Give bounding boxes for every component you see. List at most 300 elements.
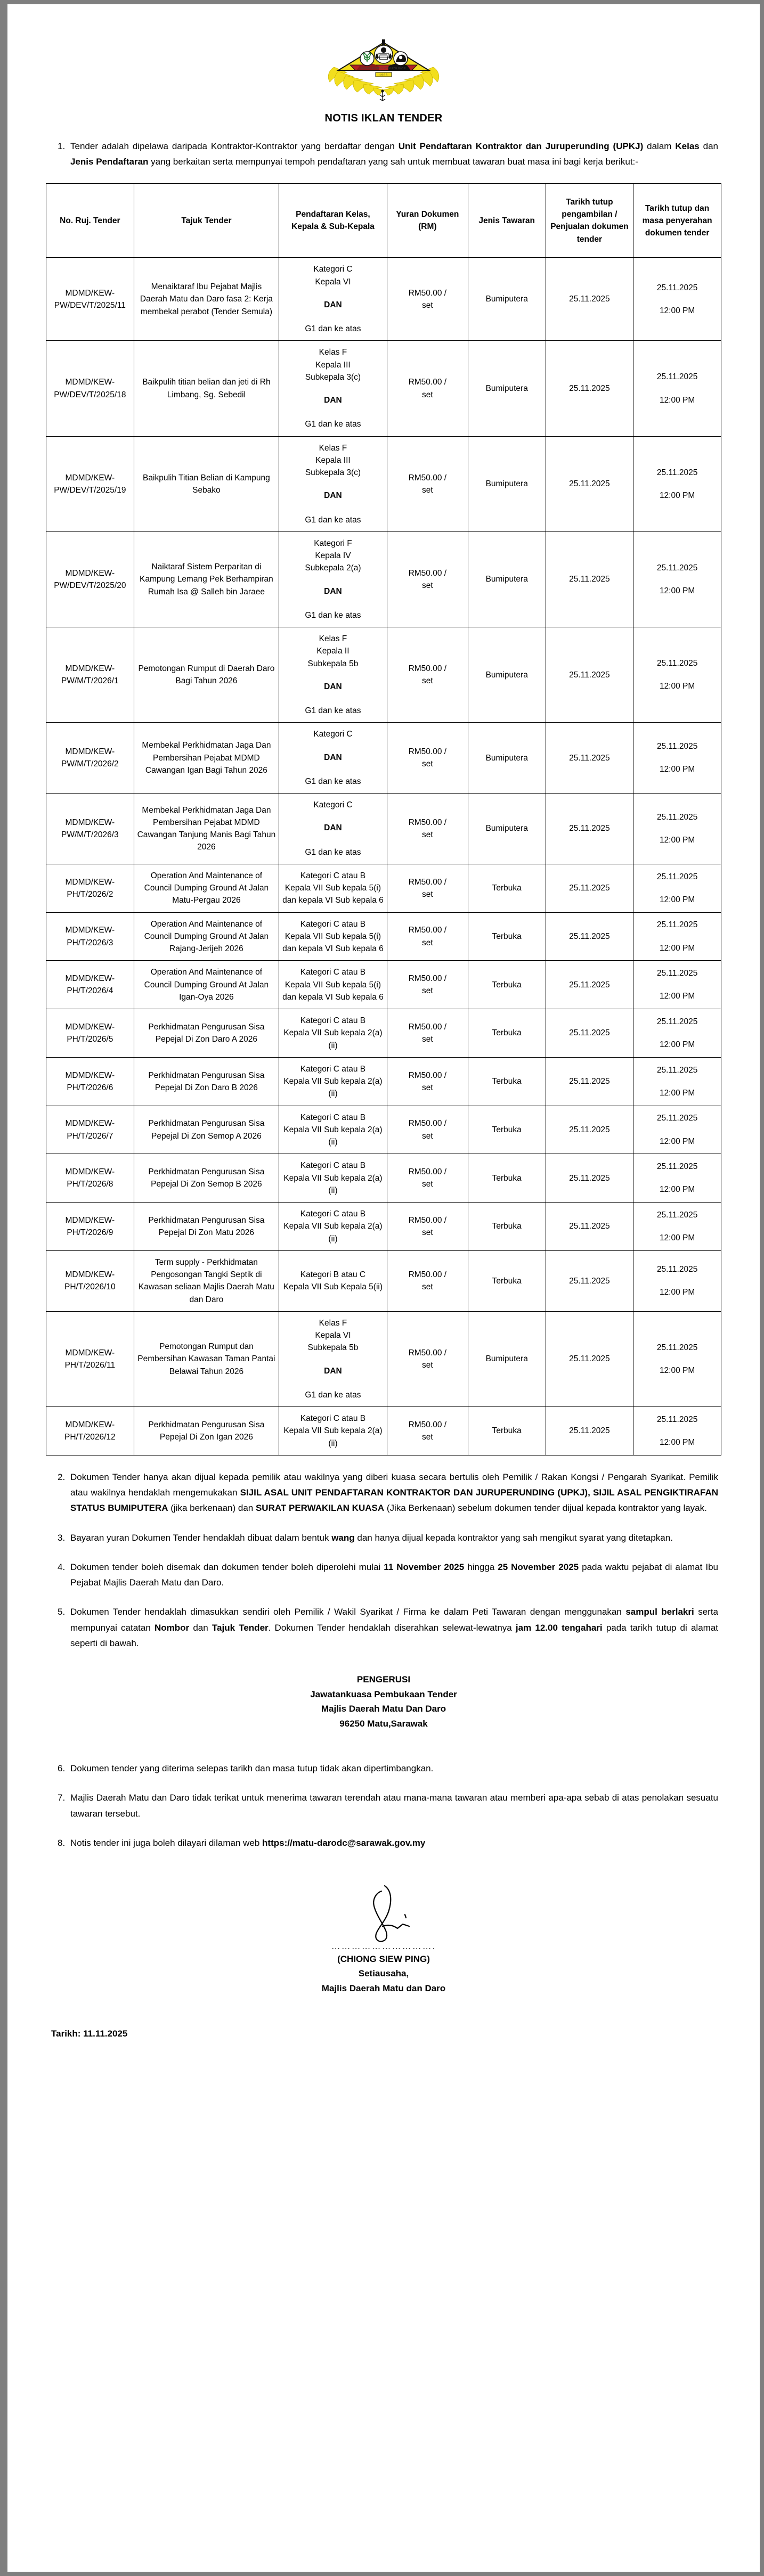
cell-no-ruj-tender: MDMD/KEW-PH/T/2026/4 — [46, 961, 134, 1009]
cell-tarikh-tutup-penyerahan — [633, 1057, 721, 1106]
penyerahan-line: 25.11.2025 — [656, 1343, 698, 1352]
yuran-line: RM50.00 / — [408, 568, 447, 578]
table-row — [46, 341, 721, 436]
yuran-line: RM50.00 / — [408, 747, 447, 757]
clause-6 — [46, 1761, 721, 1776]
yuran-line: set — [421, 1035, 433, 1044]
yuran-line: RM50.00 / — [408, 1215, 447, 1225]
pendaftaran-line: Kelas F — [319, 1318, 347, 1328]
cell-jenis-tawaran: Bumiputera — [468, 794, 546, 864]
clause-5 — [46, 1604, 721, 1651]
yuran-line: set — [421, 986, 433, 996]
cell-tajuk-tender: Term supply - Perkhidmatan Pengosongan Tangki Septik di Kawasan seliaan Majlis Daerah Matu dan Daro — [134, 1250, 279, 1311]
address-line-jawatankuasa: Jawatankuasa Pembukaan Tender — [310, 1689, 457, 1699]
cell-tarikh-tutup-pengambilan: 25.11.2025 — [546, 1154, 633, 1203]
header-tarikh-tutup-pengambilan: Tarikh tutup pengambilan / Penjualan dokumen tender — [546, 184, 633, 258]
cell-tajuk-tender: Membekal Perkhidmatan Jaga Dan Pembersihan Pejabat MDMD Cawangan Igan Bagi Tahun 2026 — [134, 723, 279, 794]
cell-tarikh-tutup-penyerahan — [633, 258, 721, 341]
pendaftaran-line: Kepala VII Sub kepala 5(i) dan kepala VI Sub kepala 6 — [282, 931, 384, 954]
pendaftaran-line: Kategori C atau B — [300, 1113, 366, 1122]
pendaftaran-line: G1 dan ke atas — [305, 515, 361, 525]
pendaftaran-line: DAN — [324, 1366, 342, 1376]
cell-tajuk-tender: Perkhidmatan Pengurusan Sisa Pepejal Di Zon Daro A 2026 — [134, 1009, 279, 1058]
yuran-line: set — [421, 485, 433, 495]
cell-tarikh-tutup-penyerahan — [633, 1407, 721, 1455]
penyerahan-line: 25.11.2025 — [656, 372, 698, 382]
cell-no-ruj-tender: MDMD/KEW-PW/M/T/2026/3 — [46, 794, 134, 864]
pendaftaran-line: Kategori C atau B — [300, 968, 366, 977]
cell-yuran-dokumen — [387, 1311, 468, 1406]
yuran-line: RM50.00 / — [408, 1348, 447, 1357]
pendaftaran-line: Kategori C atau B — [300, 1016, 366, 1026]
cell-jenis-tawaran: Bumiputera — [468, 258, 546, 341]
clause-4-b1: 11 November 2025 — [384, 1561, 465, 1572]
clause-4-b2: 25 November 2025 — [498, 1561, 579, 1572]
cell-pendaftaran — [279, 1106, 387, 1154]
pendaftaran-line: Kelas F — [319, 443, 347, 453]
pendaftaran-line: DAN — [324, 682, 342, 691]
pendaftaran-line: Subkepala 5b — [307, 1343, 359, 1353]
table-row — [46, 1311, 721, 1406]
table-row — [46, 912, 721, 961]
signature-mark — [46, 1882, 721, 1944]
cell-yuran-dokumen — [387, 627, 468, 723]
address-block — [46, 1672, 721, 1731]
cell-no-ruj-tender: MDMD/KEW-PW/M/T/2026/1 — [46, 627, 134, 723]
penyerahan-line: 12:00 PM — [659, 586, 695, 596]
cell-jenis-tawaran: Bumiputera — [468, 436, 546, 531]
yuran-line: RM50.00 / — [408, 1270, 447, 1280]
yuran-line: set — [421, 830, 433, 840]
penyerahan-line: 25.11.2025 — [656, 1114, 698, 1123]
clause-5-number: 5. — [58, 1607, 66, 1617]
svg-text:1963: 1963 — [379, 73, 388, 77]
penyerahan-line: 25.11.2025 — [656, 872, 698, 881]
cell-tajuk-tender: Menaiktaraf Ibu Pejabat Majlis Daerah Matu dan Daro fasa 2: Kerja membekal perabot (Tender Semula) — [134, 258, 279, 341]
clause-6-number: 6. — [58, 1763, 66, 1774]
yuran-line: set — [421, 1180, 433, 1189]
table-row — [46, 1057, 721, 1106]
cell-tajuk-tender: Naiktaraf Sistem Perparitan di Kampung Lemang Pek Berhampiran Rumah Isa @ Salleh bin Jaraee — [134, 531, 279, 627]
clause-5-b2: Nombor — [155, 1622, 190, 1633]
cell-pendaftaran — [279, 1154, 387, 1203]
cell-pendaftaran — [279, 1311, 387, 1406]
clause-8-t1: Notis tender ini juga boleh dilayari dilaman web — [70, 1837, 263, 1848]
yuran-line: RM50.00 / — [408, 1022, 447, 1032]
yuran-line: set — [421, 1228, 433, 1238]
penyerahan-line: 25.11.2025 — [656, 468, 698, 477]
penyerahan-line: 25.11.2025 — [656, 1210, 698, 1220]
table-body — [46, 258, 721, 1455]
cell-tarikh-tutup-penyerahan — [633, 1311, 721, 1406]
pendaftaran-line: Kelas F — [319, 348, 347, 357]
cell-yuran-dokumen — [387, 912, 468, 961]
clause-6-text: Dokumen tender yang diterima selepas tarikh dan masa tutup tidak akan dipertimbangkan. — [70, 1763, 434, 1774]
pendaftaran-line: G1 dan ke atas — [305, 610, 361, 620]
yuran-line: set — [421, 300, 433, 310]
cell-tarikh-tutup-pengambilan: 25.11.2025 — [546, 258, 633, 341]
cell-tajuk-tender: Perkhidmatan Pengurusan Sisa Pepejal Di Zon Semop A 2026 — [134, 1106, 279, 1154]
table-row — [46, 531, 721, 627]
cell-no-ruj-tender: MDMD/KEW-PH/T/2026/2 — [46, 864, 134, 912]
table-row — [46, 258, 721, 341]
cell-tajuk-tender: Operation And Maintenance of Council Dumping Ground At Jalan Matu-Pergau 2026 — [134, 864, 279, 912]
cell-pendaftaran — [279, 961, 387, 1009]
clause-1 — [46, 138, 721, 169]
pendaftaran-line: Kepala VII Sub kepala 2(a)(ii) — [283, 1125, 383, 1147]
cell-tarikh-tutup-penyerahan — [633, 723, 721, 794]
cell-tarikh-tutup-penyerahan — [633, 627, 721, 723]
cell-pendaftaran — [279, 1203, 387, 1251]
clause-4-t3: pada waktu pejabat di alamat Ibu Pejabat Majlis Daerah Matu dan Daro. — [70, 1561, 718, 1588]
yuran-line: set — [421, 1433, 433, 1442]
cell-tarikh-tutup-penyerahan — [633, 1009, 721, 1058]
yuran-line: RM50.00 / — [408, 664, 447, 674]
cell-tarikh-tutup-penyerahan — [633, 1106, 721, 1154]
cell-tarikh-tutup-pengambilan: 25.11.2025 — [546, 1250, 633, 1311]
cell-tarikh-tutup-penyerahan — [633, 794, 721, 864]
pendaftaran-line: Kategori C atau B — [300, 1209, 366, 1219]
penyerahan-line: 25.11.2025 — [656, 812, 698, 822]
clause-5-t3: dan — [189, 1622, 212, 1633]
clause-5-t2: serta mempunyai catatan — [70, 1607, 718, 1633]
cell-jenis-tawaran: Bumiputera — [468, 723, 546, 794]
cell-no-ruj-tender: MDMD/KEW-PW/M/T/2026/2 — [46, 723, 134, 794]
cell-tarikh-tutup-pengambilan: 25.11.2025 — [546, 436, 633, 531]
table-row — [46, 1250, 721, 1311]
pendaftaran-line: Kepala III — [315, 455, 351, 465]
cell-tarikh-tutup-pengambilan: 25.11.2025 — [546, 794, 633, 864]
penyerahan-line: 12:00 PM — [659, 1233, 695, 1243]
yuran-line: set — [421, 1361, 433, 1370]
pendaftaran-line: Kategori C — [313, 730, 353, 739]
clause-4-number: 4. — [58, 1561, 66, 1572]
pendaftaran-line: Kategori C atau B — [300, 1161, 366, 1171]
pendaftaran-line: Kepala VII Sub kepala 5(i) dan kepala VI Sub kepala 6 — [282, 980, 384, 1002]
pendaftaran-line: DAN — [324, 823, 342, 833]
majlis-daerah-crest-icon — [322, 37, 445, 102]
cell-yuran-dokumen — [387, 1407, 468, 1455]
cell-tajuk-tender: Baikpulih Titian Belian di Kampung Sebako — [134, 436, 279, 531]
cell-tajuk-tender: Operation And Maintenance of Council Dumping Ground At Jalan Igan-Oya 2026 — [134, 961, 279, 1009]
cell-pendaftaran — [279, 794, 387, 864]
cell-jenis-tawaran: Bumiputera — [468, 1311, 546, 1406]
cell-pendaftaran — [279, 912, 387, 961]
penyerahan-line: 12:00 PM — [659, 682, 695, 691]
clause-1-text — [70, 138, 721, 169]
table-row — [46, 961, 721, 1009]
cell-yuran-dokumen — [387, 531, 468, 627]
cell-tajuk-tender: Operation And Maintenance of Council Dumping Ground At Jalan Rajang-Jerijeh 2026 — [134, 912, 279, 961]
yuran-line: RM50.00 / — [408, 378, 447, 387]
pendaftaran-line: DAN — [324, 396, 342, 405]
table-row — [46, 723, 721, 794]
penyerahan-line: 12:00 PM — [659, 836, 695, 845]
penyerahan-line: 12:00 PM — [659, 395, 695, 405]
pendaftaran-line: Kategori B atau C — [300, 1270, 366, 1280]
clause-2-t1: Dokumen Tender hanya akan dijual kepada pemilik atau wakilnya yang diberi kuasa secara bertulis oleh Pemilik / Rakan Kongsi / Pengarah Syarikat. Pemilik atau wakilnya hendaklah mengemukakan — [70, 1471, 718, 1498]
header-no-ruj-tender: No. Ruj. Tender — [46, 184, 134, 258]
penyerahan-line: 12:00 PM — [659, 490, 695, 500]
cell-yuran-dokumen — [387, 1106, 468, 1154]
cell-tarikh-tutup-penyerahan — [633, 864, 721, 912]
cell-tarikh-tutup-penyerahan — [633, 341, 721, 436]
yuran-line: RM50.00 / — [408, 817, 447, 827]
pendaftaran-line: Kepala VII Sub kepala 2(a)(ii) — [283, 1028, 383, 1050]
clause-8-text — [70, 1835, 721, 1851]
cell-no-ruj-tender: MDMD/KEW-PH/T/2026/8 — [46, 1154, 134, 1203]
clause-5-b4: jam 12.00 tengahari — [515, 1622, 603, 1633]
cell-jenis-tawaran: Terbuka — [468, 1250, 546, 1311]
penyerahan-line: 12:00 PM — [659, 306, 695, 315]
cell-tajuk-tender: Baikpulih titian belian dan jeti di Rh Limbang, Sg. Sebedil — [134, 341, 279, 436]
header-pendaftaran: Pendaftaran Kelas, Kepala & Sub-Kepala — [279, 184, 387, 258]
cell-tarikh-tutup-pengambilan: 25.11.2025 — [546, 1057, 633, 1106]
clause-7-text: Majlis Daerah Matu dan Daro tidak terikat untuk menerima tawaran terendah atau mana-mana tawaran atau memberi apa-apa sebab di atas penolakan sesuatu tawaran tersebut. — [70, 1793, 718, 1819]
cell-no-ruj-tender: MDMD/KEW-PW/DEV/T/2025/11 — [46, 258, 134, 341]
penyerahan-line: 12:00 PM — [659, 1288, 695, 1297]
cell-tarikh-tutup-penyerahan — [633, 1203, 721, 1251]
table-row — [46, 1009, 721, 1058]
header-tarikh-tutup-penyerahan: Tarikh tutup dan masa penyerahan dokumen tender — [633, 184, 721, 258]
cell-pendaftaran — [279, 1407, 387, 1455]
yuran-line: RM50.00 / — [408, 473, 447, 483]
table-row — [46, 794, 721, 864]
yuran-line: RM50.00 / — [408, 288, 447, 298]
clause-1-t2: dalam — [643, 141, 676, 151]
yuran-line: RM50.00 / — [408, 926, 447, 935]
pendaftaran-line: Kategori C — [313, 265, 353, 274]
cell-yuran-dokumen — [387, 864, 468, 912]
pendaftaran-line: G1 dan ke atas — [305, 324, 361, 334]
cell-tarikh-tutup-pengambilan: 25.11.2025 — [546, 341, 633, 436]
address-line-pengerusi: PENGERUSI — [356, 1674, 411, 1685]
cell-no-ruj-tender: MDMD/KEW-PH/T/2026/11 — [46, 1311, 134, 1406]
penyerahan-line: 25.11.2025 — [656, 563, 698, 573]
cell-tarikh-tutup-pengambilan: 25.11.2025 — [546, 627, 633, 723]
yuran-line: set — [421, 759, 433, 769]
yuran-line: RM50.00 / — [408, 974, 447, 984]
cell-jenis-tawaran: Terbuka — [468, 1154, 546, 1203]
pendaftaran-line: Kepala II — [316, 647, 350, 656]
cell-no-ruj-tender: MDMD/KEW-PH/T/2026/5 — [46, 1009, 134, 1058]
cell-yuran-dokumen — [387, 1203, 468, 1251]
penyerahan-line: 12:00 PM — [659, 1185, 695, 1195]
clause-8-number: 8. — [58, 1837, 66, 1848]
yuran-line: set — [421, 938, 433, 947]
table-row — [46, 864, 721, 912]
cell-tajuk-tender: Perkhidmatan Pengurusan Sisa Pepejal Di Zon Igan 2026 — [134, 1407, 279, 1455]
clause-1-t1: Tender adalah dipelawa daripada Kontraktor-Kontraktor yang berdaftar dengan — [70, 141, 399, 151]
header-yuran-dokumen: Yuran Dokumen (RM) — [387, 184, 468, 258]
cell-no-ruj-tender: MDMD/KEW-PH/T/2026/10 — [46, 1250, 134, 1311]
pendaftaran-line: DAN — [324, 300, 342, 309]
yuran-line: set — [421, 676, 433, 686]
cell-tarikh-tutup-penyerahan — [633, 1154, 721, 1203]
cell-no-ruj-tender: MDMD/KEW-PH/T/2026/7 — [46, 1106, 134, 1154]
cell-yuran-dokumen — [387, 794, 468, 864]
pendaftaran-line: Kategori C atau B — [300, 1414, 366, 1424]
clause-3-t2: dan hanya dijual kepada kontraktor yang sah mengikut syarat yang ditetapkan. — [354, 1532, 673, 1543]
clause-3 — [46, 1530, 721, 1545]
clause-7-number: 7. — [58, 1793, 66, 1803]
signature-block — [46, 1882, 721, 1996]
cell-pendaftaran — [279, 258, 387, 341]
pendaftaran-line: Kepala VII Sub kepala 5(i) dan kepala VI Sub kepala 6 — [282, 884, 384, 905]
penyerahan-line: 12:00 PM — [659, 765, 695, 774]
yuran-line: RM50.00 / — [408, 1420, 447, 1429]
yuran-line: RM50.00 / — [408, 1070, 447, 1080]
clause-1-b1: Unit Pendaftaran Kontraktor dan Juruperunding (UPKJ) — [398, 141, 644, 151]
clause-2-text — [70, 1469, 721, 1516]
cell-jenis-tawaran: Terbuka — [468, 1057, 546, 1106]
pendaftaran-line: Subkepala 3(c) — [305, 468, 361, 478]
table-header-row — [46, 184, 721, 258]
cell-yuran-dokumen — [387, 1009, 468, 1058]
clause-5-t1b: dengan menggunakan — [530, 1607, 626, 1617]
pendaftaran-line: Kelas F — [319, 634, 347, 644]
penyerahan-line: 25.11.2025 — [656, 1065, 698, 1075]
clause-7 — [46, 1790, 721, 1821]
cell-tarikh-tutup-pengambilan: 25.11.2025 — [546, 1407, 633, 1455]
clause-2-t3: (Jika Berkenaan) sebelum dokumen tender dijual kepada kontraktor yang layak. — [384, 1503, 707, 1514]
clause-2-number: 2. — [58, 1471, 66, 1482]
cell-tarikh-tutup-pengambilan: 25.11.2025 — [546, 1311, 633, 1406]
yuran-line: RM50.00 / — [408, 877, 447, 887]
pendaftaran-line: Kepala III — [315, 360, 351, 370]
pendaftaran-line: Kepala VII Sub kepala 2(a)(ii) — [283, 1222, 383, 1244]
tender-website-link[interactable]: https://matu-darodc@sarawak.gov.my — [262, 1837, 426, 1848]
cell-pendaftaran — [279, 341, 387, 436]
pendaftaran-line: DAN — [324, 491, 342, 501]
cell-pendaftaran — [279, 436, 387, 531]
pendaftaran-line: Kategori C atau B — [300, 919, 366, 929]
penyerahan-line: 25.11.2025 — [656, 659, 698, 668]
cell-jenis-tawaran: Bumiputera — [468, 531, 546, 627]
cell-pendaftaran — [279, 627, 387, 723]
penyerahan-line: 12:00 PM — [659, 1366, 695, 1376]
signature-date: Tarikh: 11.11.2025 — [51, 2028, 128, 2039]
penyerahan-line: 25.11.2025 — [656, 1017, 698, 1026]
cell-no-ruj-tender: MDMD/KEW-PH/T/2026/3 — [46, 912, 134, 961]
table-row — [46, 1407, 721, 1455]
cell-tarikh-tutup-penyerahan — [633, 961, 721, 1009]
address-line-poskod: 96250 Matu,Sarawak — [339, 1718, 428, 1729]
cell-yuran-dokumen — [387, 961, 468, 1009]
clause-3-number: 3. — [58, 1532, 66, 1543]
cell-tarikh-tutup-pengambilan: 25.11.2025 — [546, 1009, 633, 1058]
penyerahan-line: 25.11.2025 — [656, 969, 698, 978]
clause-2-b1: SIJIL ASAL UNIT PENDAFTARAN KONTRAKTOR DAN JURUPERUNDING (UPKJ), SIJIL ASAL PENGIKTIRAFAN STATUS BUMIPUTERA — [70, 1487, 718, 1514]
cell-jenis-tawaran: Bumiputera — [468, 627, 546, 723]
cell-tajuk-tender: Pemotongan Rumput di Daerah Daro Bagi Tahun 2026 — [134, 627, 279, 723]
cell-jenis-tawaran: Terbuka — [468, 864, 546, 912]
cell-tajuk-tender: Perkhidmatan Pengurusan Sisa Pepejal Di Zon Matu 2026 — [134, 1203, 279, 1251]
yuran-line: RM50.00 / — [408, 1167, 447, 1177]
clause-5-t4: . Dokumen Tender hendaklah diserahkan selewat-lewatnya — [268, 1622, 516, 1633]
yuran-line: set — [421, 390, 433, 399]
clause-4 — [46, 1559, 721, 1590]
cell-pendaftaran — [279, 1009, 387, 1058]
cell-pendaftaran — [279, 864, 387, 912]
penyerahan-line: 12:00 PM — [659, 992, 695, 1001]
cell-yuran-dokumen — [387, 258, 468, 341]
pendaftaran-line: DAN — [324, 753, 342, 762]
cell-pendaftaran — [279, 1250, 387, 1311]
pendaftaran-line: Kepala VII Sub Kepala 5(ii) — [283, 1282, 383, 1292]
yuran-line: RM50.00 / — [408, 1119, 447, 1128]
cell-pendaftaran — [279, 531, 387, 627]
cell-tarikh-tutup-pengambilan: 25.11.2025 — [546, 912, 633, 961]
penyerahan-line: 25.11.2025 — [656, 1414, 698, 1424]
signatory-name: (CHIONG SIEW PING) — [337, 1954, 430, 1965]
cell-tarikh-tutup-penyerahan — [633, 436, 721, 531]
clause-5-t1: Dokumen Tender hendaklah dimasukkan sendiri oleh Pemilik / Wakil Syarikat / Firma ke dalam Peti Tawaran — [70, 1607, 530, 1617]
penyerahan-line: 12:00 PM — [659, 895, 695, 904]
yuran-line: set — [421, 581, 433, 591]
cell-yuran-dokumen — [387, 436, 468, 531]
cell-yuran-dokumen — [387, 1057, 468, 1106]
crest-container — [46, 37, 721, 105]
yuran-line: set — [421, 1131, 433, 1141]
penyerahan-line: 25.11.2025 — [656, 283, 698, 292]
clause-5-t5: pada tarikh tutup di alamat seperti di bawah. — [70, 1622, 718, 1648]
cell-tarikh-tutup-pengambilan: 25.11.2025 — [546, 961, 633, 1009]
tender-table — [46, 183, 721, 1455]
pendaftaran-line: DAN — [324, 586, 342, 596]
table-row — [46, 627, 721, 723]
clause-5-text — [70, 1604, 721, 1651]
cell-yuran-dokumen — [387, 1250, 468, 1311]
cell-jenis-tawaran: Terbuka — [468, 1009, 546, 1058]
pendaftaran-line: Kategori C — [313, 800, 353, 810]
pendaftaran-line: Kepala IV — [315, 551, 351, 561]
address-line-majlis: Majlis Daerah Matu Dan Daro — [321, 1704, 446, 1714]
page-title: NOTIS IKLAN TENDER — [324, 112, 443, 124]
cell-no-ruj-tender: MDMD/KEW-PW/DEV/T/2025/19 — [46, 436, 134, 531]
penyerahan-line: 25.11.2025 — [656, 1265, 698, 1274]
table-row — [46, 436, 721, 531]
cell-pendaftaran — [279, 1057, 387, 1106]
clause-3-text — [70, 1530, 721, 1545]
table-row — [46, 1154, 721, 1203]
header-jenis-tawaran: Jenis Tawaran — [468, 184, 546, 258]
cell-tarikh-tutup-pengambilan: 25.11.2025 — [546, 531, 633, 627]
cell-tarikh-tutup-pengambilan: 25.11.2025 — [546, 864, 633, 912]
cell-jenis-tawaran: Bumiputera — [468, 341, 546, 436]
cell-jenis-tawaran: Terbuka — [468, 912, 546, 961]
signatory-org: Majlis Daerah Matu dan Daro — [321, 1983, 446, 1993]
svg-text:MAJLIS DAERAH MATU DAN DARO: MAJLIS DAERAH MATU DAN DARO — [361, 67, 406, 69]
cell-no-ruj-tender: MDMD/KEW-PW/DEV/T/2025/18 — [46, 341, 134, 436]
pendaftaran-line: Kategori F — [314, 538, 352, 548]
yuran-line: set — [421, 1083, 433, 1092]
clause-4-t1: Dokumen tender boleh disemak dan dokumen tender boleh diperolehi mulai — [70, 1561, 384, 1572]
pendaftaran-line: Kepala VII Sub kepala 2(a)(ii) — [283, 1077, 383, 1099]
cell-tajuk-tender: Perkhidmatan Pengurusan Sisa Pepejal Di Zon Daro B 2026 — [134, 1057, 279, 1106]
cell-tarikh-tutup-penyerahan — [633, 912, 721, 961]
penyerahan-line: 12:00 PM — [659, 1088, 695, 1098]
pendaftaran-line: G1 dan ke atas — [305, 706, 361, 716]
penyerahan-line: 12:00 PM — [659, 1438, 695, 1448]
pendaftaran-line: Kategori C atau B — [300, 1064, 366, 1074]
penyerahan-line: 25.11.2025 — [656, 742, 698, 751]
cell-tarikh-tutup-penyerahan — [633, 1250, 721, 1311]
spacer — [46, 1737, 721, 1747]
cell-no-ruj-tender: MDMD/KEW-PH/T/2026/9 — [46, 1203, 134, 1251]
clause-3-b1: wang — [331, 1532, 355, 1543]
cell-yuran-dokumen — [387, 1154, 468, 1203]
